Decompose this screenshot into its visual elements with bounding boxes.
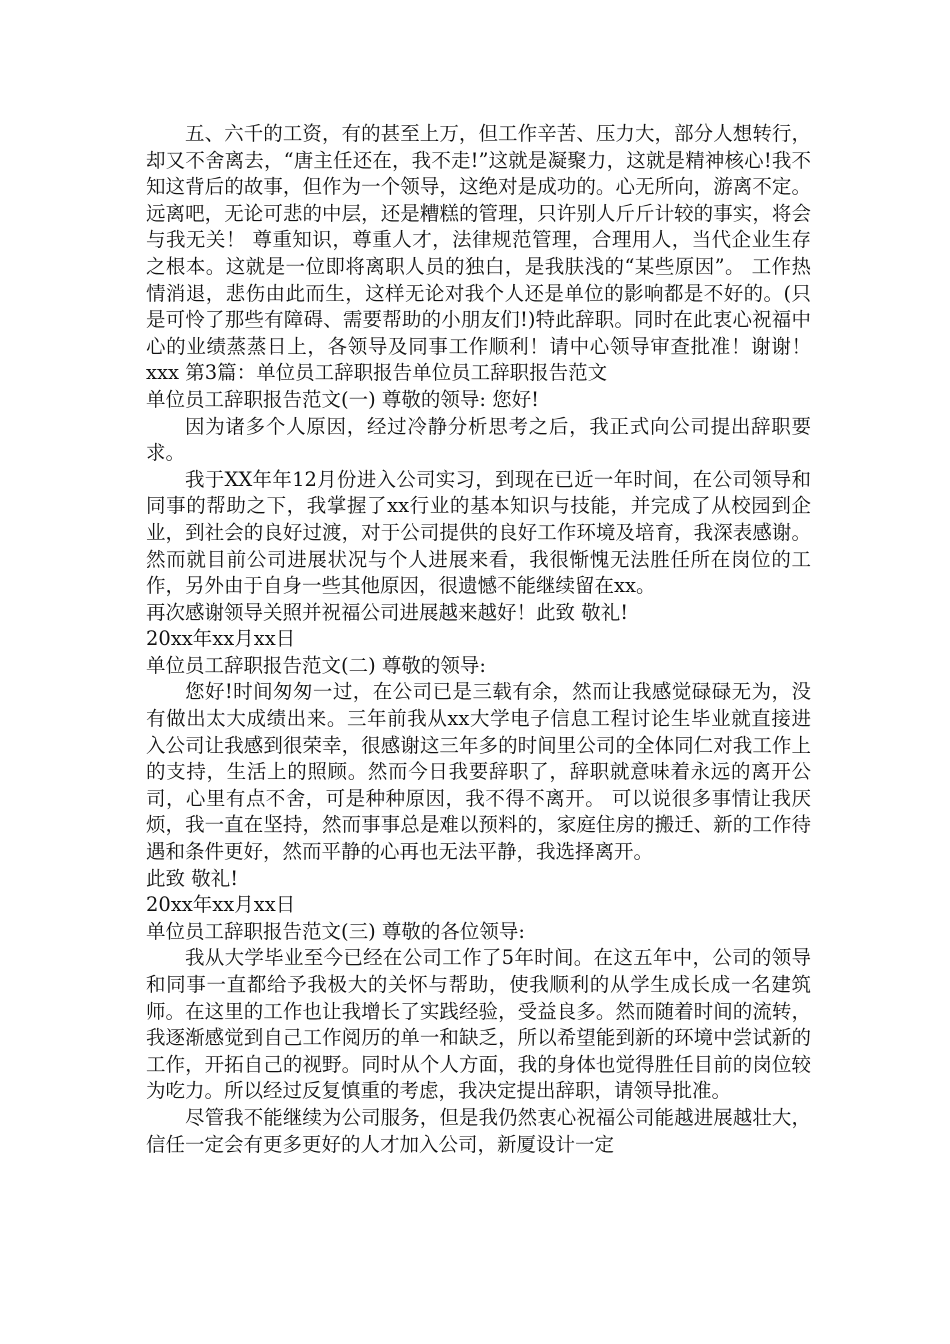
paragraph-4: 我于XX年年12月份进入公司实习，到现在已近一年时间，在公司领导和同事的帮助之下，我掌握了xx行业的基本知识与技能，并完成了从校园到企业，到社会的良好过渡，对于公司提供的良好工作环境及培育，我深表感谢。然而就目前公司进展状况与个人进展来看，我很惭愧无法胜任所在岗位的工作，另外由于自身一些其他原因，很遗憾不能继续留在xx。 <box>146 467 811 598</box>
paragraph-7: 单位员工辞职报告范文(二) 尊敬的领导: <box>146 653 486 677</box>
date-line-1: 20xx年xx月xx日 <box>146 627 296 651</box>
paragraph-11: 单位员工辞职报告范文(三) 尊敬的各位领导: <box>146 919 525 943</box>
paragraph-2: 单位员工辞职报告范文(一) 尊敬的领导: 您好! <box>146 387 540 411</box>
paragraph-1: 五、六千的工资，有的甚至上万，但工作辛苦、压力大，部分人想转行，却又不舍离去，“唐主任还在，我不走!”这就是凝聚力，这就是精神核心!我不知这背后的故事，但作为一个领导，这绝对是成功的。心无所向，游离不定。远离吧，无论可悲的中层，还是糟糕的管理，只许别人斤斤计较的事实，将会与我无关！ 尊重知识，尊重人才，法律规范管理，合理用人，当代企业生存之根本。这就是一位即将离职人员的独白，是我肤浅的“某些原因”。 工作热情消退，悲伤由此而生，这样无论对我个人还是单位的影响都是不好的。(只是可怜了那些有障碍、需要帮助的小朋友们!)特此辞职。同时在此衷心祝福中心的业绩蒸蒸日上，各领导及同事工作顺利！请中心领导审查批准！谢谢！xxx 第3篇：单位员工辞职报告单位员工辞职报告范文 <box>146 122 811 385</box>
paragraph-9: 此致 敬礼! <box>146 866 239 890</box>
date-line-2: 20xx年xx月xx日 <box>146 893 296 917</box>
document-body <box>146 121 811 1158</box>
paragraph-5: 再次感谢领导关照并祝福公司进展越来越好！此致 敬礼! <box>146 600 629 624</box>
paragraph-13: 尽管我不能继续为公司服务，但是我仍然衷心祝福公司能越进展越壮大，信任一定会有更多更好的人才加入公司，新厦设计一定 <box>146 1105 811 1156</box>
paragraph-8: 您好!时间匆匆一过，在公司已是三载有余，然而让我感觉碌碌无为，没有做出太大成绩出来。三年前我从xx大学电子信息工程讨论生毕业就直接进入公司让我感到很荣幸，很感谢这三年多的时间里公司的全体同仁对我工作上的支持，生活上的照顾。然而今日我要辞职了，辞职就意味着永远的离开公司，心里有点不舍，可是种种原因，我不得不离开。 可以说很多事情让我厌烦，我一直在坚持，然而事事总是难以预料的，家庭住房的搬迁、新的工作待遇和条件更好，然而平静的心再也无法平静，我选择离开。 <box>146 680 811 864</box>
paragraph-3: 因为诸多个人原因，经过冷静分析思考之后，我正式向公司提出辞职要求。 <box>146 414 811 465</box>
paragraph-12: 我从大学毕业至今已经在公司工作了5年时间。在这五年中，公司的领导和同事一直都给予我极大的关怀与帮助，使我顺利的从学生成长成一名建筑师。在这里的工作也让我增长了实践经验，受益良多。然而随着时间的流转，我逐渐感觉到自己工作阅历的单一和缺乏，所以希望能到新的环境中尝试新的工作，开拓自己的视野。同时从个人方面，我的身体也觉得胜任目前的岗位较为吃力。所以经过反复慎重的考虑，我决定提出辞职，请领导批准。 <box>146 946 811 1103</box>
